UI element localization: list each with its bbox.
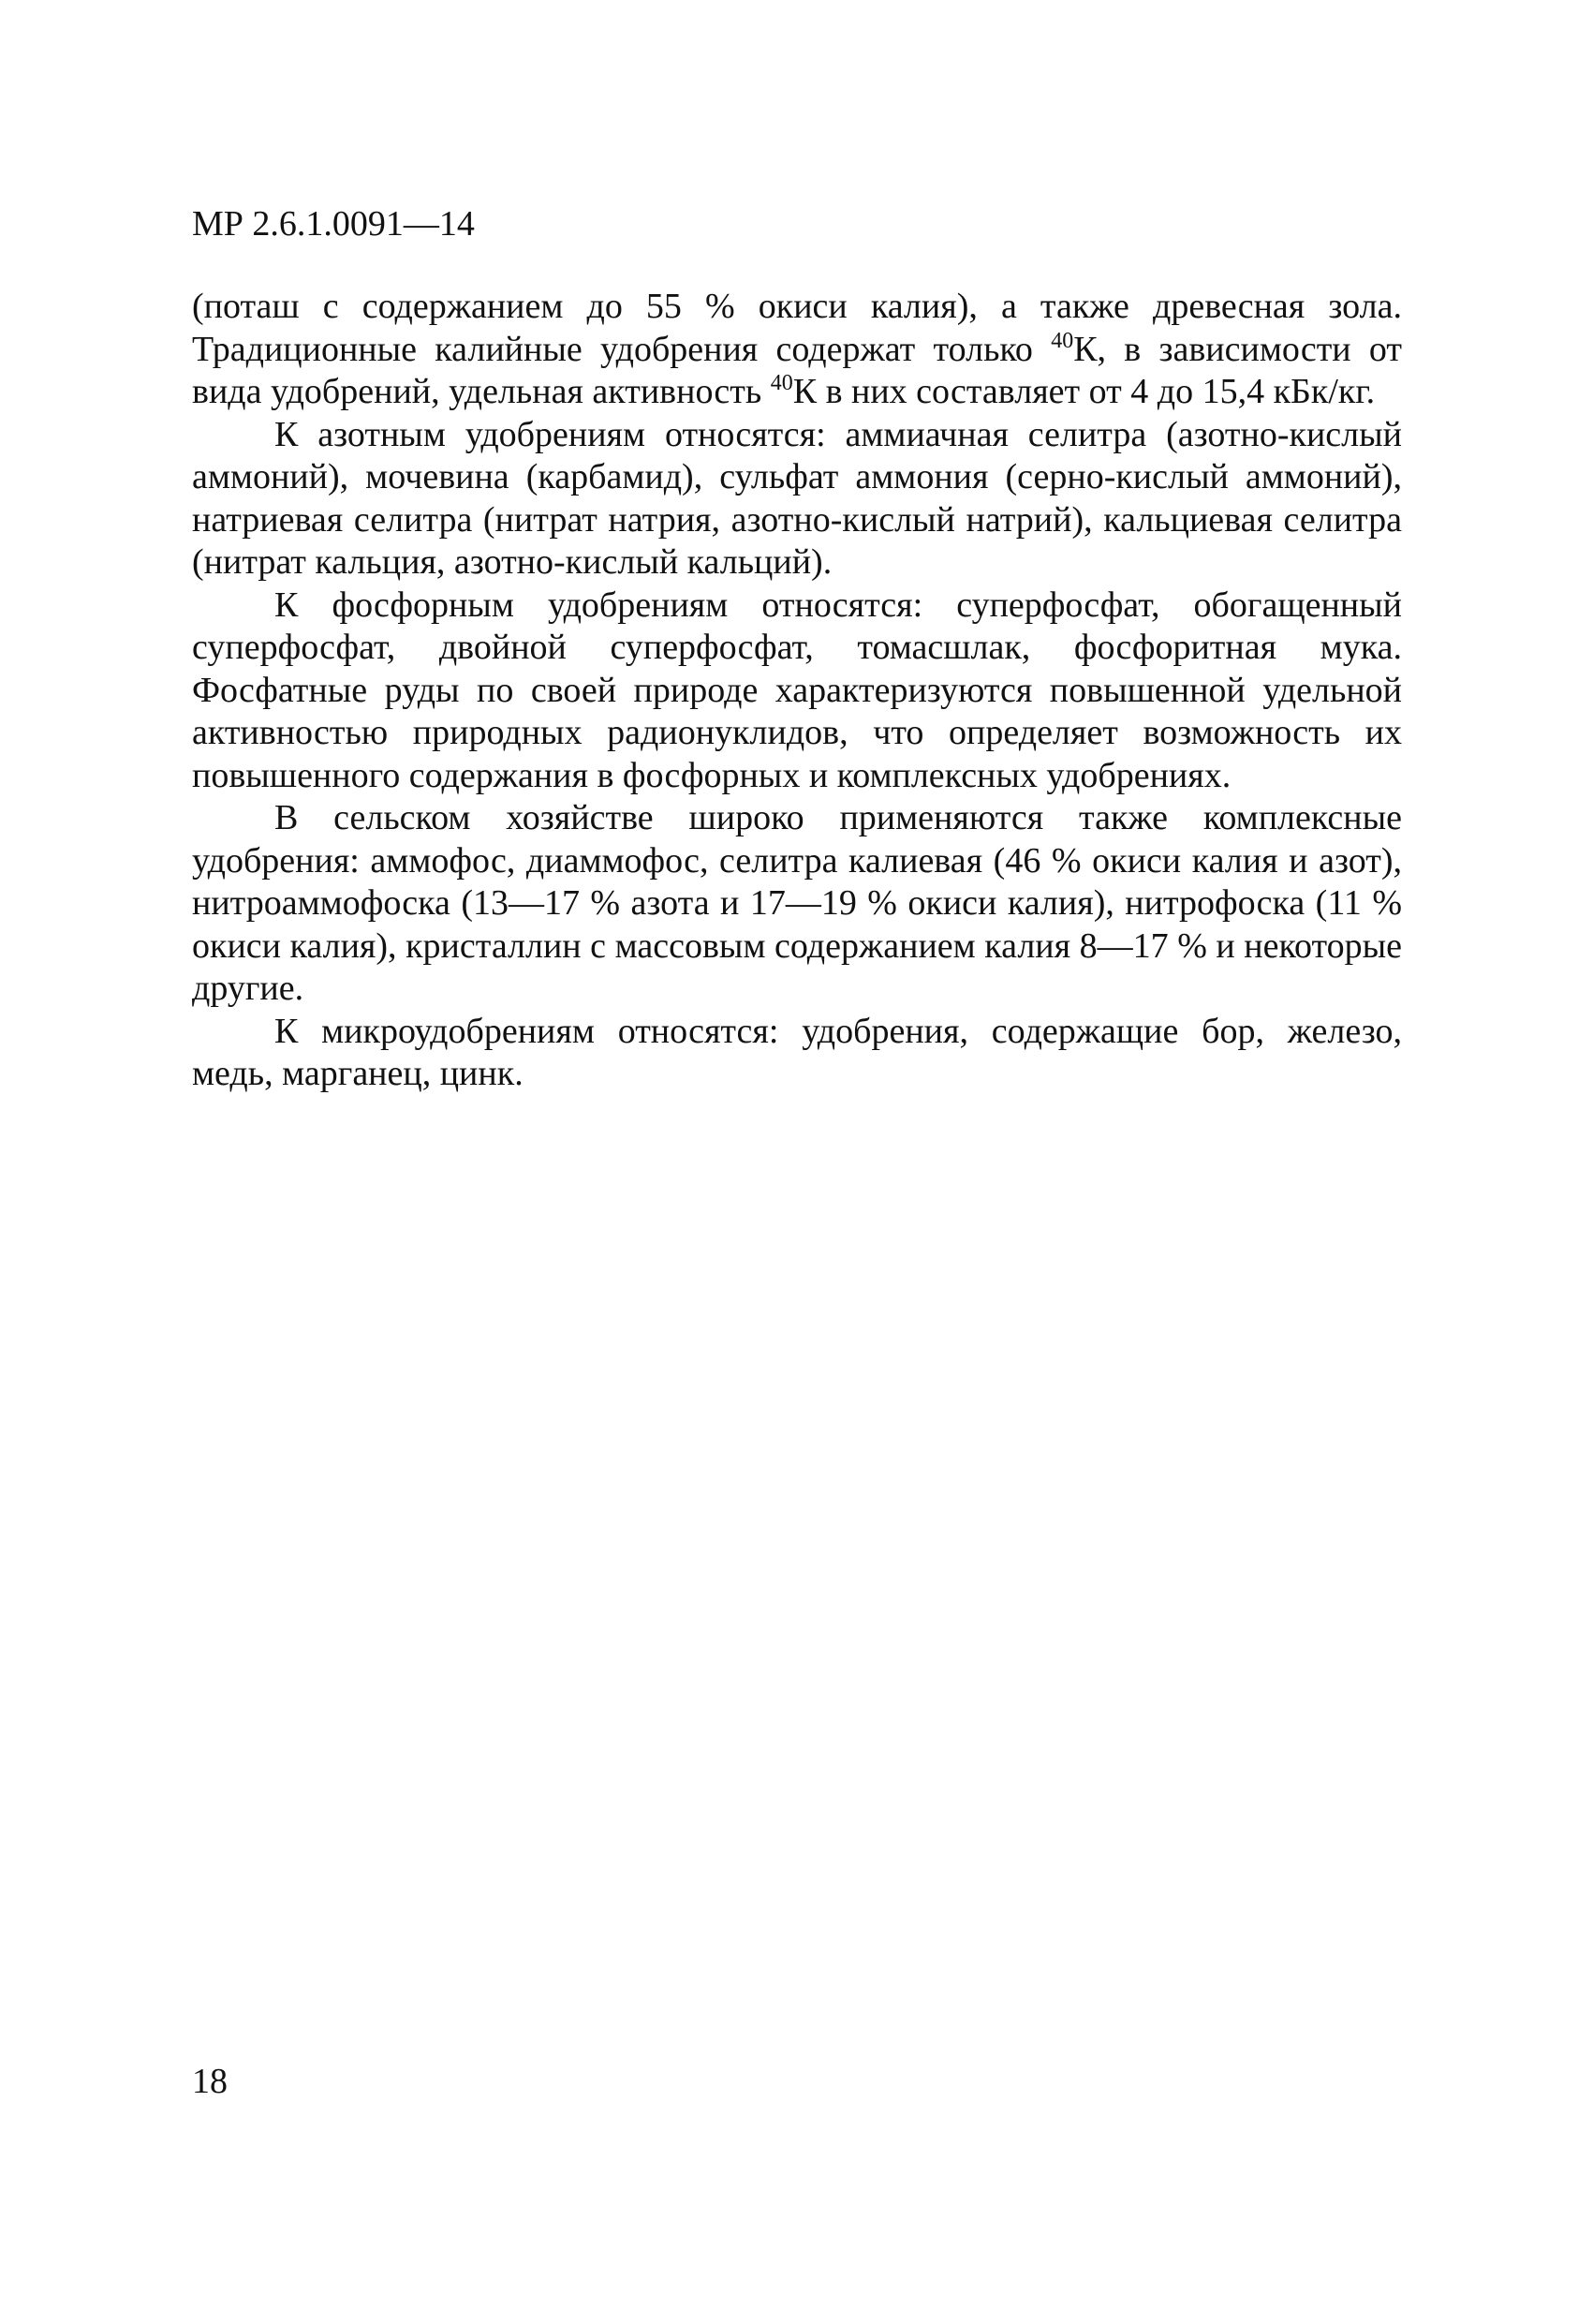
- document-body: [192, 286, 1402, 1096]
- isotope-superscript: 40: [770, 371, 793, 395]
- paragraph-complex-fertilizers: В сельском хозяйстве широко применяются также комплексные удобрения: аммофос, диаммофос, селитра калиевая (46 % окиси калия и азот), нитроаммофоска (13—17 % азота и 17—19 % окиси калия), нитрофоска (11 % окиси калия), кристаллин с массовым содержанием калия 8—17 % и некоторые другие.: [192, 798, 1402, 1008]
- paragraph-micro-fertilizers: К микроудобрениям относятся: удобрения, содержащие бор, железо, медь, марганец, цинк.: [192, 1011, 1402, 1093]
- paragraph-phosphorus-fertilizers: К фосфорным удобрениям относятся: суперфосфат, обогащенный суперфосфат, двойной суперфосфат, томасшлак, фосфоритная мука. Фосфатные руды по своей природе характеризуются повышенной удельной активностью природных радионуклидов, что определяет возможность их повышенного содержания в фосфорных и комплексных удобрениях.: [192, 585, 1402, 795]
- paragraph-text: (поташ с содержанием до 55 % окиси калия), а также древесная зола. Традиционные калийные удобрения содержат только: [192, 287, 1402, 369]
- isotope-superscript: 40: [1051, 328, 1074, 353]
- paragraph-text: К в них составляет от 4 до 15,4 кБк/кг.: [792, 372, 1376, 411]
- page-number: 18: [192, 2062, 228, 2101]
- document-code-header: МР 2.6.1.0091—14: [192, 204, 475, 244]
- paragraph-potash-continuation: [192, 286, 1402, 414]
- paragraph-text: К, в зависимости от вида удобрений, удельная активность: [192, 329, 1402, 411]
- paragraph-nitrogen-fertilizers: К азотным удобрениям относятся: аммиачная селитра (азотно-кислый аммоний), мочевина (карбамид), сульфат аммония (серно-кислый аммоний), натриевая селитра (нитрат натрия, азотно-кислый натрий), кальциевая селитра (нитрат кальция, азотно-кислый кальций).: [192, 414, 1402, 582]
